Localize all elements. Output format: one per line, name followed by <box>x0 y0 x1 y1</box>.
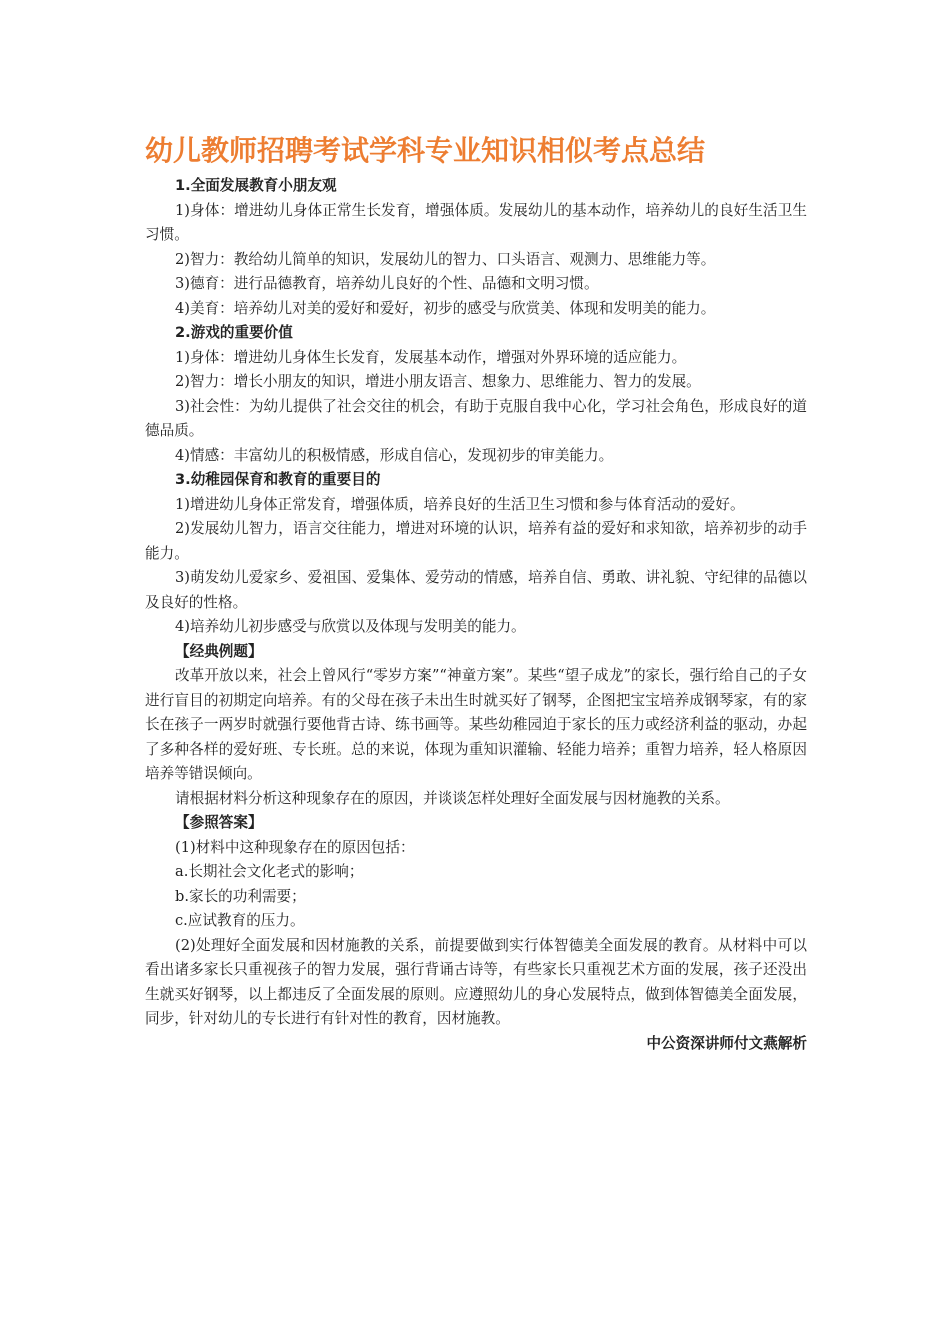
paragraph: 3)社会性：为幼儿提供了社会交往的机会，有助于克服自我中心化，学习社会角色，形成良好的道德品质。 <box>145 397 807 439</box>
answer-line: c.应试教育的压力。 <box>175 912 305 929</box>
paragraph: 1)身体：增进幼儿身体正常生长发育，增强体质。发展幼儿的基本动作，培养幼儿的良好生活卫生习惯。 <box>145 201 807 243</box>
example-tag: 【经典例题】 <box>175 642 263 660</box>
paragraph: 2)智力：教给幼儿简单的知识，发展幼儿的智力、口头语言、观测力、思维能力等。 <box>175 250 716 268</box>
document-body <box>145 174 807 1056</box>
paragraph: 4)情感：丰富幼儿的积极情感，形成自信心，发现初步的审美能力。 <box>175 446 614 464</box>
answer-line: b.家长的功利需要； <box>175 887 306 905</box>
paragraph: 2)智力：增长小朋友的知识，增进小朋友语言、想象力、思维能力、智力的发展。 <box>175 373 701 390</box>
answer-tag: 【参照答案】 <box>175 814 263 831</box>
answer-line: (1)材料中这种现象存在的原因包括： <box>175 838 415 856</box>
section-heading: 2.游戏的重要价值 <box>175 324 293 341</box>
answer-line: (2)处理好全面发展和因材施教的关系，前提要做到实行体智德美全面发展的教育。从材料中可以看出诸多家长只重视孩子的智力发展，强行背诵古诗等，有些家长只重视艺术方面的发展，孩子还没出生就买好钢琴，以上都违反了全面发展的原则。应遵照幼儿的身心发展特点，做到体智德美全面发展，同步，针对幼儿的专长进行有针对性的教育，因材施教。 <box>145 936 807 1027</box>
paragraph: 3)萌发幼儿爱家乡、爱祖国、爱集体、爱劳动的情感，培养自信、勇敢、讲礼貌、守纪律的品德以及良好的性格。 <box>145 569 807 611</box>
example-question: 请根据材料分析这种现象存在的原因，并谈谈怎样处理好全面发展与因材施教的关系。 <box>175 789 730 807</box>
paragraph: 1)身体：增进幼儿身体生长发育，发展基本动作，增强对外界环境的适应能力。 <box>175 348 687 366</box>
author-credit: 中公资深讲师付文燕解析 <box>646 1034 807 1052</box>
section-heading: 1.全面发展教育小朋友观 <box>175 177 337 194</box>
paragraph: 3)德育：进行品德教育，培养幼儿良好的个性、品德和文明习惯。 <box>175 275 599 292</box>
paragraph: 4)美育：培养幼儿对美的爱好和爱好，初步的感受与欣赏美、体现和发明美的能力。 <box>175 299 716 317</box>
page-title: 幼儿教师招聘考试学科专业知识相似考点总结 <box>145 134 706 167</box>
example-material: 改革开放以来，社会上曾风行“零岁方案”“神童方案”。某些“望子成龙”的家长，强行给自己的子女进行盲目的初期定向培养。有的父母在孩子未出生时就买好了钢琴，企图把宝宝培养成钢琴家，有的家长在孩子一两岁时就强行要他背古诗、练书画等。某些幼稚园迫于家长的压力或经济利益的驱动，办起了多种各样的爱好班、专长班。总的来说，体现为重知识灌输、轻能力培养；重智力培养，轻人格原因培养等错误倾向。 <box>145 667 807 782</box>
paragraph: 4)培养幼儿初步感受与欣赏以及体现与发明美的能力。 <box>175 618 526 635</box>
answer-line: a.长期社会文化老式的影响； <box>175 863 364 880</box>
section-heading: 3.幼稚园保育和教育的重要目的 <box>175 471 381 488</box>
paragraph: 1)增进幼儿身体正常发育，增强体质，培养良好的生活卫生习惯和参与体育活动的爱好。 <box>175 495 745 513</box>
paragraph: 2)发展幼儿智力，语言交往能力，增进对环境的认识，培养有益的爱好和求知欲，培养初步的动手能力。 <box>145 520 807 562</box>
